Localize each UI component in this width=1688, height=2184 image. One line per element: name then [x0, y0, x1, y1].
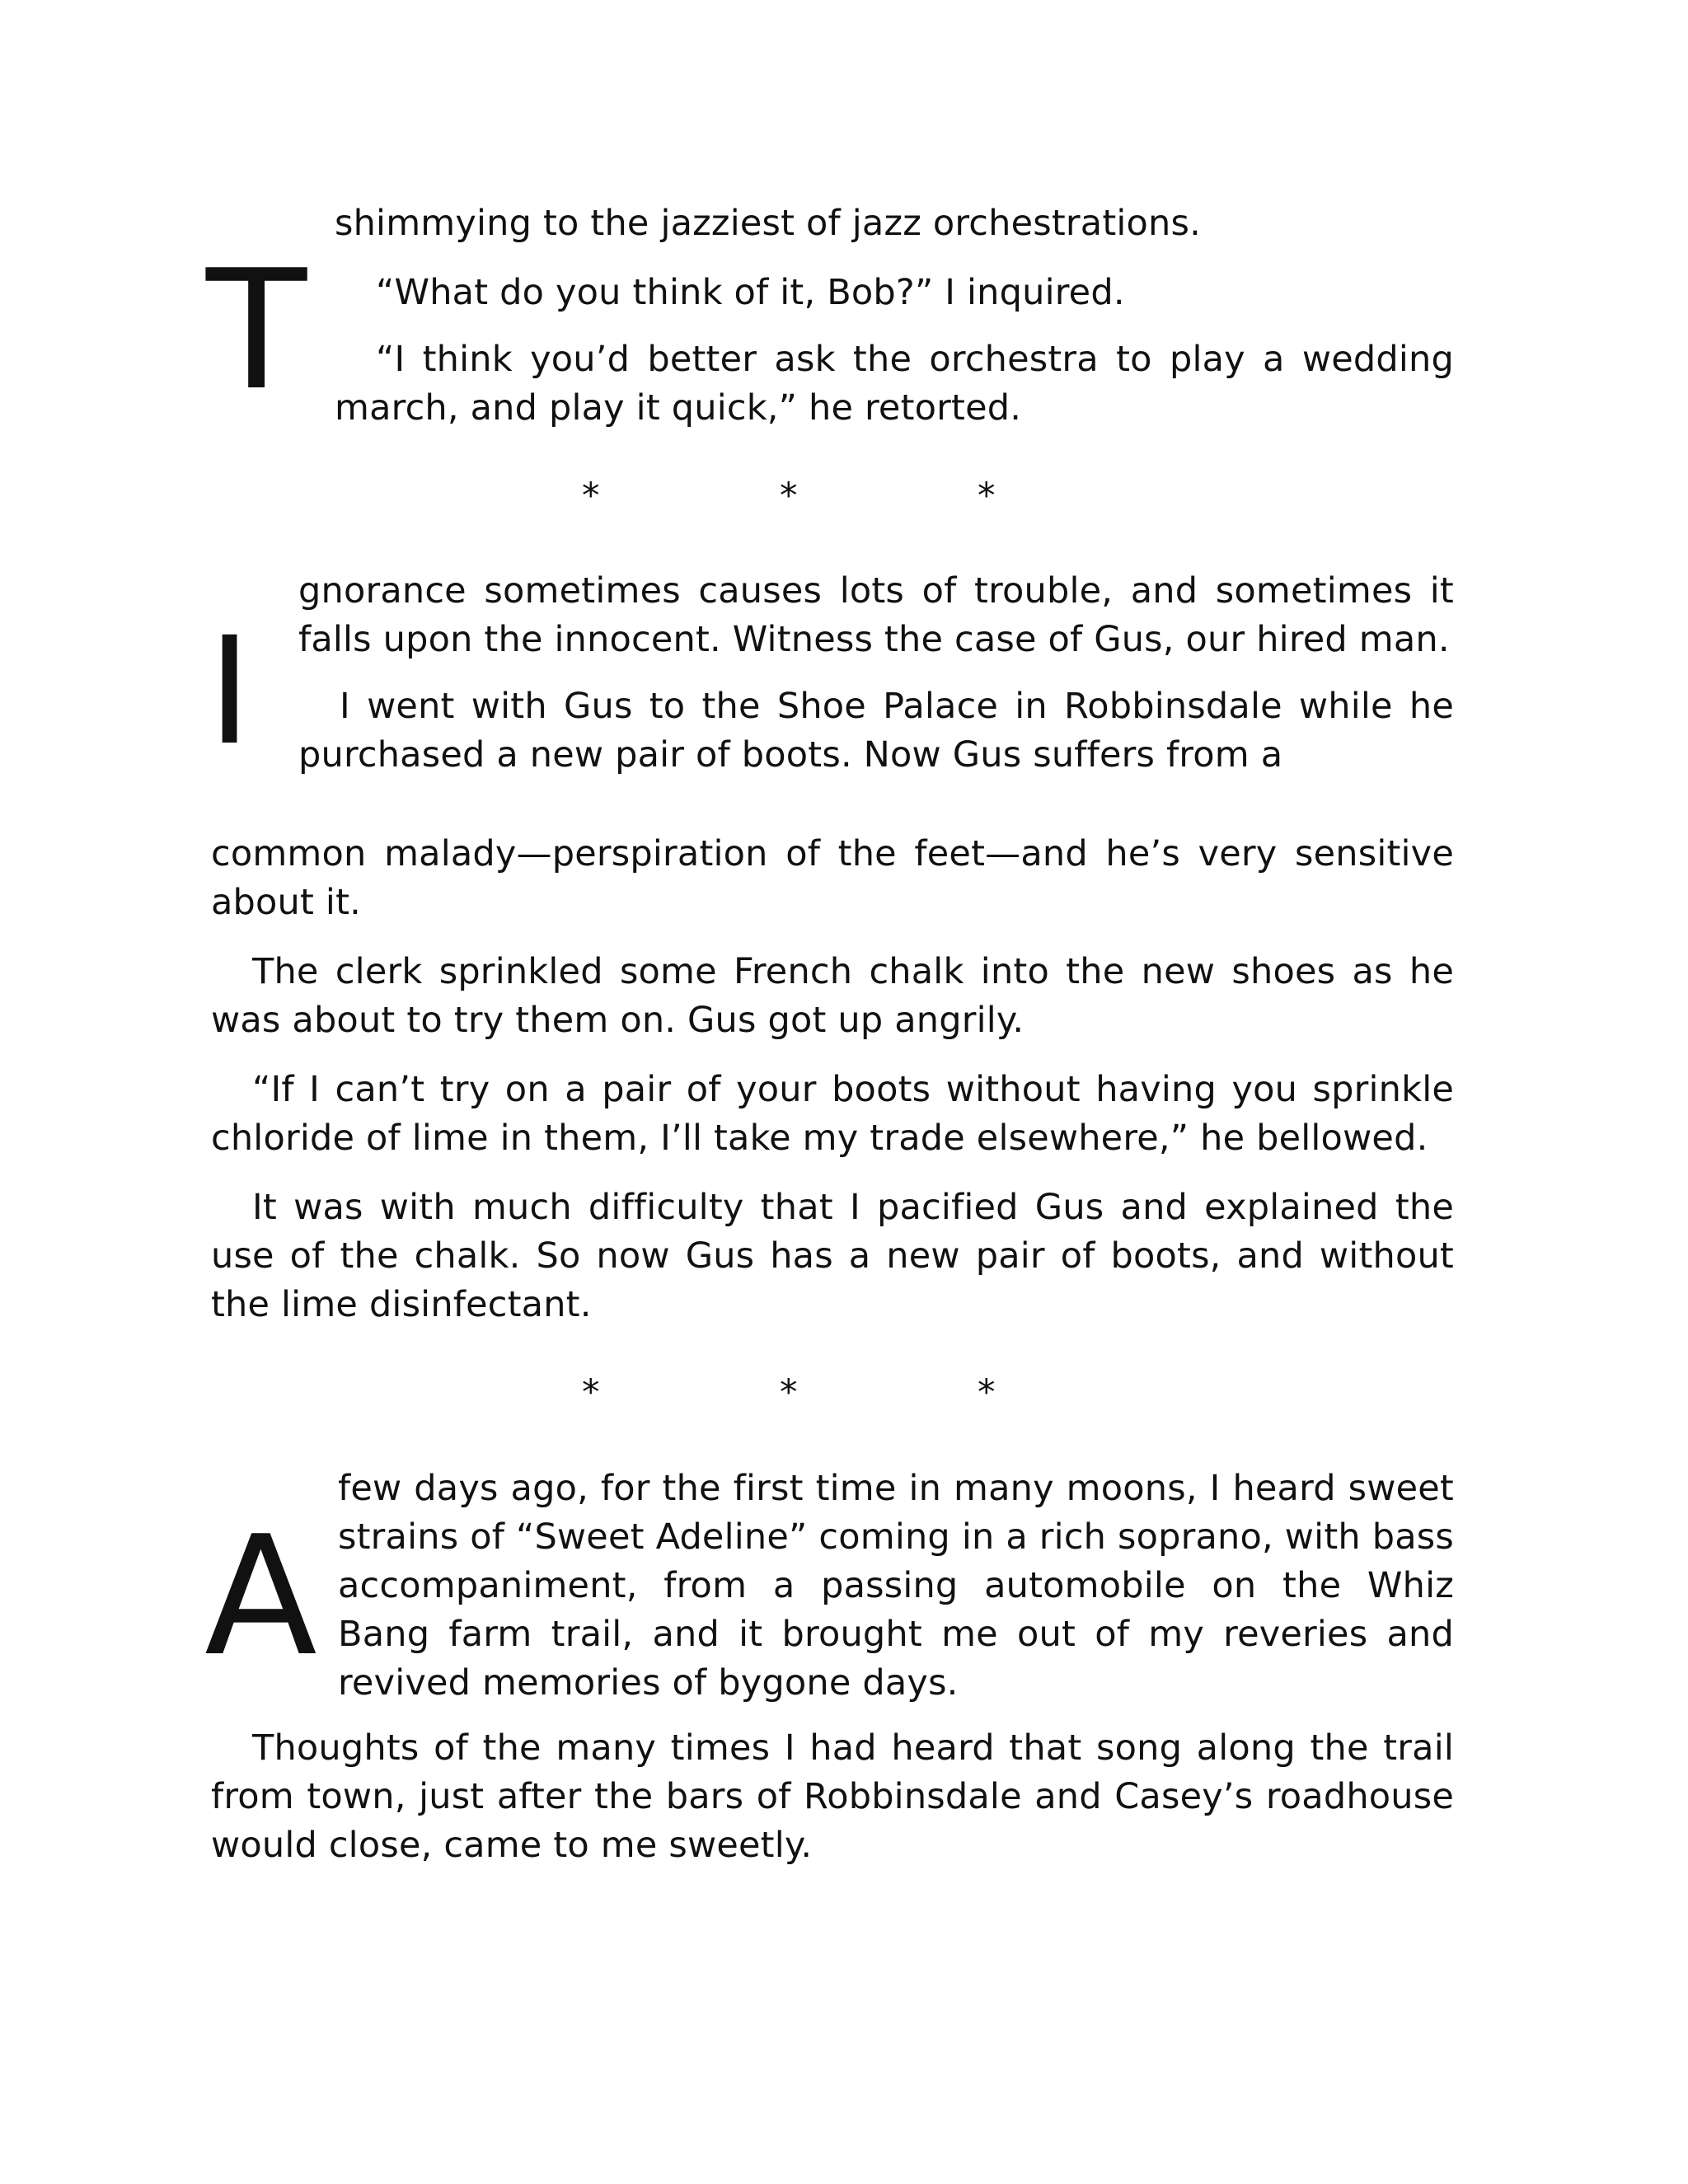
separator-star: *: [780, 1372, 798, 1413]
paragraph: I went with Gus to the Shoe Palace in Robbinsdale while he purchased a new pair of boots. Now Gus suffers from a: [298, 686, 1454, 776]
paragraph: gnorance sometimes causes lots of trouble, and sometimes it falls upon the innocent. Witness the case of Gus, our hired man.: [298, 570, 1454, 660]
paragraph-continuation: common malady—perspiration of the feet—and he’s very sensitive about it.: [211, 833, 1454, 923]
section-3-intro: [338, 1465, 1454, 1708]
paragraph: Thoughts of the many times I had heard that song along the trail from town, just after the bars of Robbinsdale and Casey’s roadhouse would close, came to me sweetly.: [211, 1727, 1454, 1866]
separator-star: *: [780, 476, 798, 517]
paragraph: “If I can’t try on a pair of your boots without having you sprinkle chloride of lime in them, I’ll take my trade elsewhere,” he bellowed.: [211, 1069, 1454, 1159]
separator-star: *: [582, 476, 600, 517]
paragraph: “What do you think of it, Bob?” I inquired.: [376, 272, 1125, 313]
section-separator: [0, 1372, 1688, 1413]
paragraph: It was with much difficulty that I pacified Gus and explained the use of the chalk. So now Gus has a new pair of boots, and without the lime disinfectant.: [211, 1187, 1454, 1325]
section-2-intro: [298, 567, 1454, 780]
section-separator: [0, 476, 1688, 517]
paragraph: The clerk sprinkled some French chalk into the new shoes as he was about to try them on. Gus got up angrily.: [211, 951, 1454, 1041]
section-3-body: [211, 1724, 1454, 1870]
section-1: [335, 199, 1454, 433]
separator-star: *: [978, 476, 996, 517]
drop-cap-i: I: [208, 606, 252, 778]
paragraph: “I think you’d better ask the orchestra to play a wedding march, and play it quick,” he retorted.: [335, 339, 1454, 429]
drop-cap-a: A: [204, 1501, 317, 1693]
section-2-body: [211, 830, 1454, 1329]
separator-star: *: [978, 1372, 996, 1413]
paragraph-continuation: shimmying to the jazziest of jazz orchestrations.: [335, 203, 1201, 244]
separator-star: *: [582, 1372, 600, 1413]
paragraph: few days ago, for the first time in many moons, I heard sweet strains of “Sweet Adeline” coming in a rich soprano, with bass accompaniment, from a passing automobile on the Whiz Bang farm trail, and it brought me out of my reveries and revived memories of bygone days.: [338, 1468, 1454, 1704]
drop-cap-t: T: [206, 235, 307, 427]
